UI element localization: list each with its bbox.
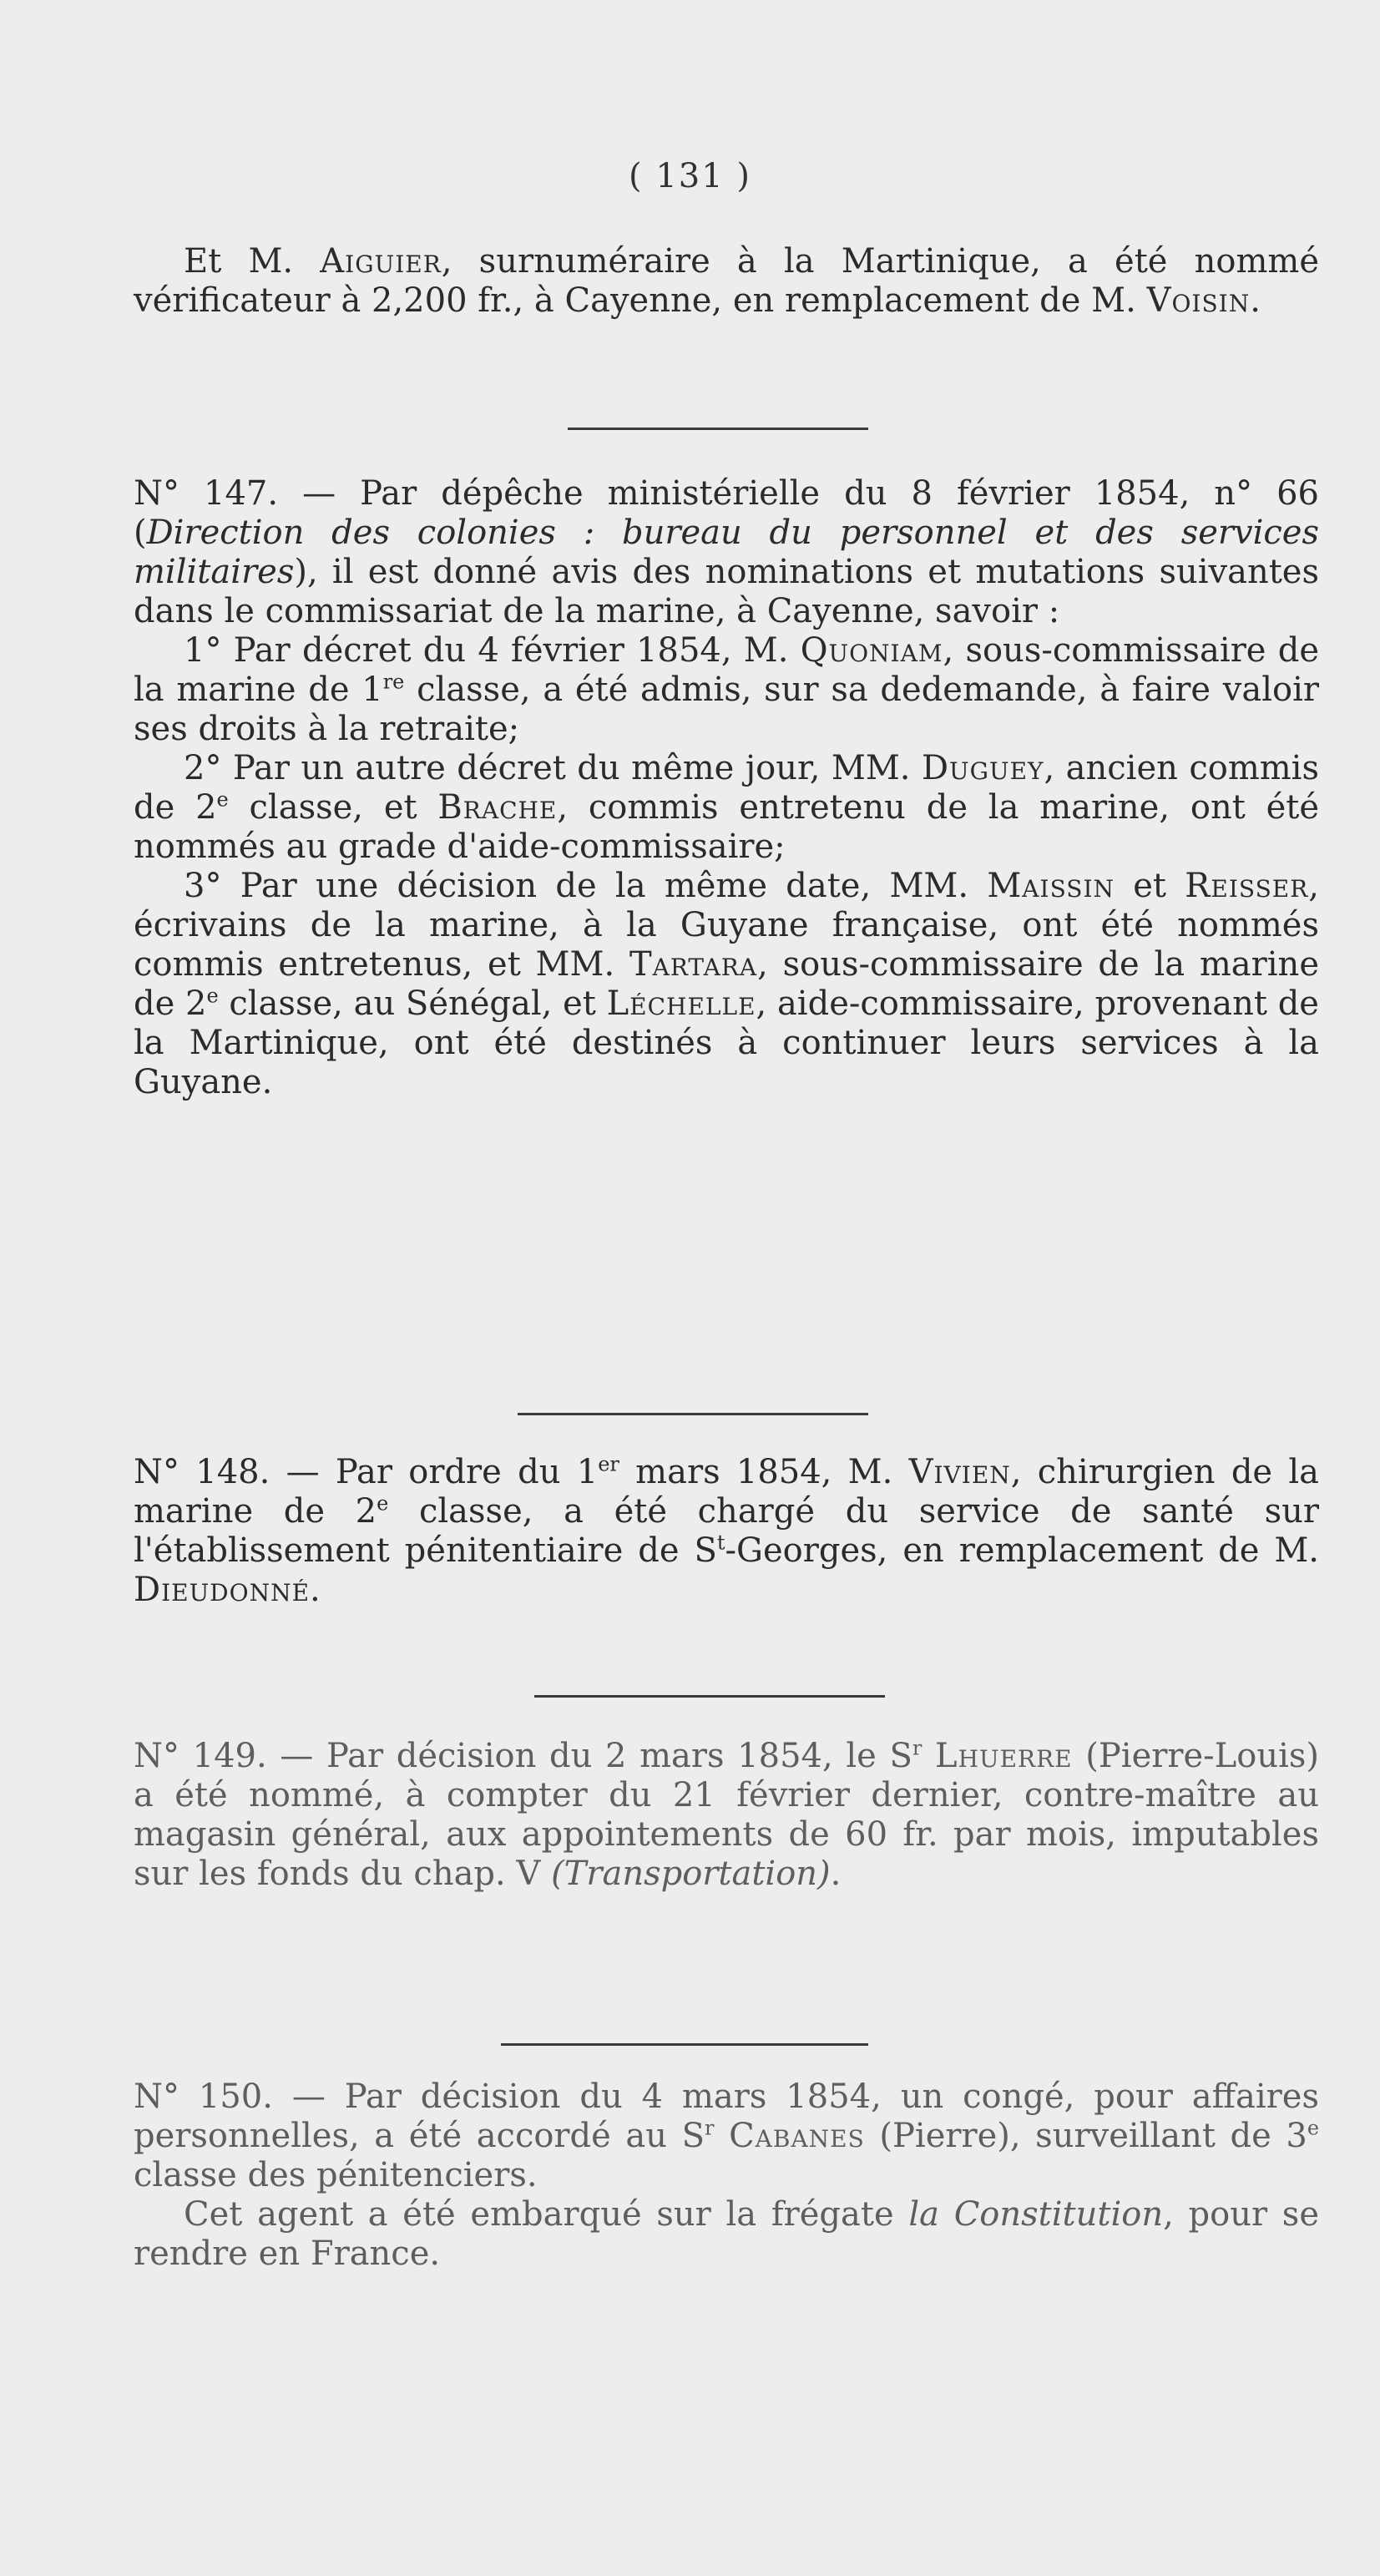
person-name: Reisser [1185, 867, 1309, 905]
entry-147: N° 147. — Par dépêche ministérielle du 8 février 1854, n° 66 (Direction des colonies : bureau du personnel et des services militaires), il est donné avis des nominations et mutations suivantes dans le commissariat de la marine, à Cayenne, savoir : 1° Par décret du 4 février 1854, M. Quoniam, sous-commissaire de la marine de 1re classe, a été admis, sur sa dedemande, à faire valoir ses droits à la retraite; 2° Par un autre décret du même jour, MM. Duguey, ancien commis de 2e classe, et Brache, commis entretenu de la marine, ont été nommés au grade d'aide-commissaire; 3° Par une décision de la même date, MM. Maissin et Reisser, écrivains de la marine, à la Guyane française, ont été nommés commis entretenus, et MM. Tartara, sous-commissaire de la marine de 2e classe, au Sénégal, et Léchelle, aide-commissaire, provenant de la Martinique, ont été destinés à continuer leurs services à la Guyane. [134, 474, 1320, 1101]
person-name: Duguey [921, 749, 1044, 787]
person-name: Aiguier [320, 242, 442, 281]
entry-number: N° 148. [134, 1453, 270, 1491]
person-name: Dieudonné [134, 1571, 311, 1609]
page-number: ( 131 ) [629, 157, 751, 195]
person-name: Cabanes [729, 2117, 865, 2155]
person-name: Tartara [629, 945, 758, 984]
person-name: Brache [437, 788, 558, 827]
entry-150: N° 150. — Par décision du 4 mars 1854, un congé, pour affaires personnelles, a été accordé au $S^r$ Cabanes (Pierre), surveillant de 3e classe des pénitenciers. Cet agent a été embarqué sur la frégate la Constitution, pour se rendre en France. [134, 2078, 1320, 2273]
entry-number: N° 150. [134, 2078, 273, 2116]
person-name: Lhuerre [935, 1737, 1073, 1775]
separator-rule [568, 428, 868, 430]
separator-rule [518, 1413, 868, 1415]
person-name: Léchelle [606, 984, 756, 1023]
person-name: Voisin [1146, 281, 1251, 320]
intro-paragraph: Et M. Aiguier, surnuméraire à la Martinique, a été nommé vérificateur à 2,200 fr., à Cayenne, en remplacement de M. Voisin. [134, 242, 1319, 320]
person-name: Quoniam [800, 631, 943, 670]
person-name: Maissin [987, 867, 1115, 905]
person-name: Vivien [908, 1453, 1011, 1491]
separator-rule [534, 1695, 885, 1698]
entry-number: N° 149. [134, 1737, 267, 1775]
entry-149: N° 149. — Par décision du 2 mars 1854, le $S^r$ Lhuerre (Pierre-Louis) a été nommé, à compter du 21 février dernier, contre-maître au magasin général, aux appointements de 60 fr. par mois, imputables sur les fonds du chap. V (Transportation). [134, 1736, 1320, 1893]
entry-148: N° 148. — Par ordre du 1er mars 1854, M. Vivien, chirurgien de la marine de 2e classe, a été chargé du service de santé sur l'établissement pénitentiaire de $S^t$-Georges, en remplacement de M. Dieudonné. [134, 1452, 1320, 1609]
separator-rule [501, 2043, 868, 2046]
entry-number: N° 147. [134, 474, 279, 513]
